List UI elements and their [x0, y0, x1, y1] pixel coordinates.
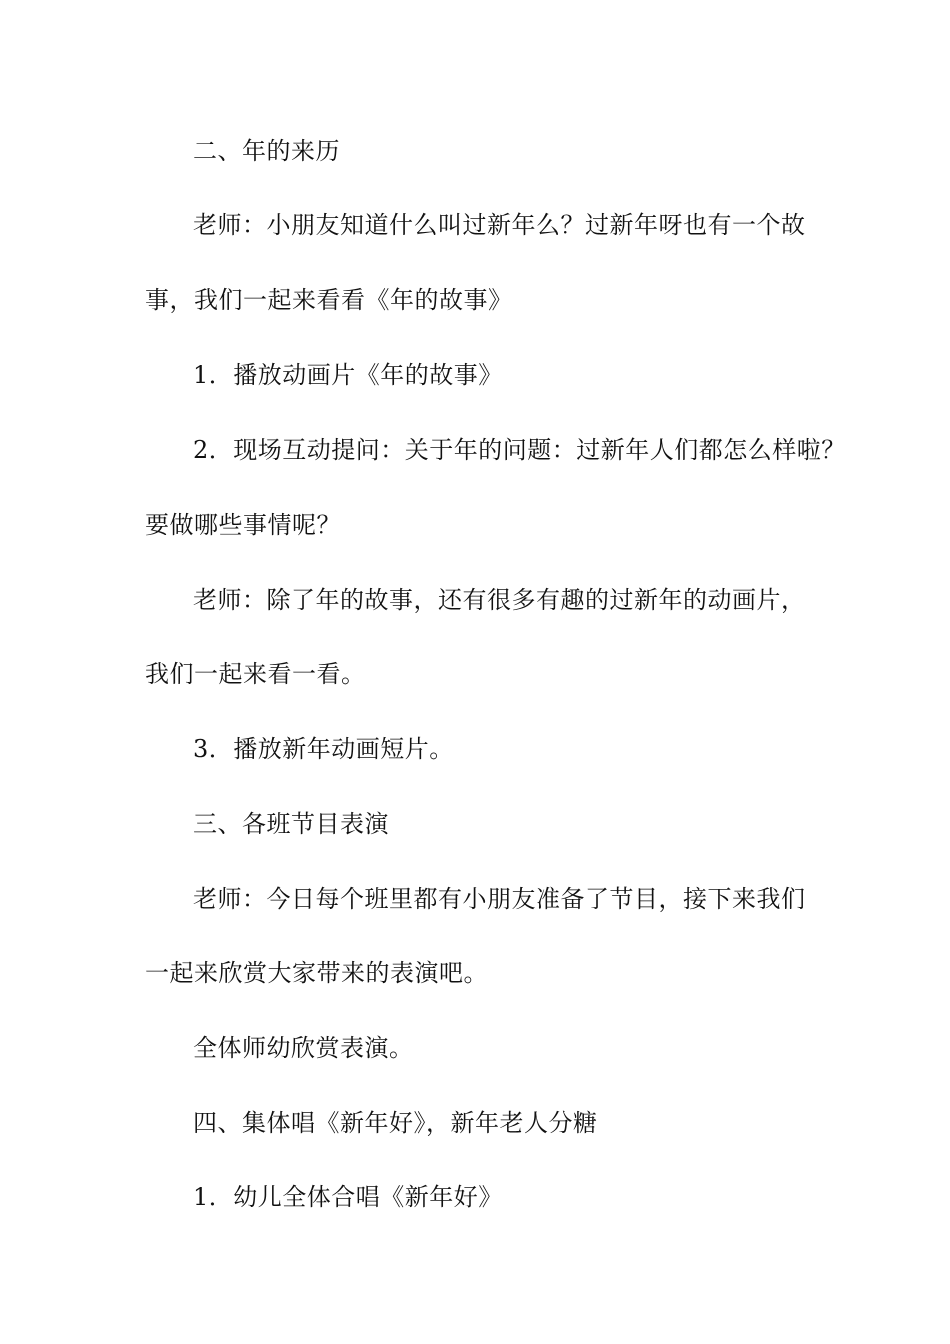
paragraph-line: 事，我们一起来看看《年的故事》: [145, 286, 513, 314]
paragraph-line: 老师：今日每个班里都有小朋友准备了节目，接下来我们: [193, 885, 806, 913]
list-item: 1．幼儿全体合唱《新年好》: [193, 1183, 503, 1211]
list-item: 3．播放新年动画短片。: [193, 735, 454, 763]
paragraph-line: 一起来欣赏大家带来的表演吧。: [145, 959, 488, 987]
section-heading: 三、各班节目表演: [193, 810, 389, 838]
paragraph-line: 我们一起来看一看。: [145, 660, 366, 688]
section-heading: 四、集体唱《新年好》，新年老人分糖: [193, 1109, 598, 1137]
paragraph-line: 要做哪些事情呢？: [145, 511, 341, 539]
section-heading: 二、年的来历: [193, 137, 340, 165]
paragraph-line: 老师：除了年的故事，还有很多有趣的过新年的动画片，: [193, 586, 806, 614]
paragraph-line: 老师：小朋友知道什么叫过新年么？过新年呀也有一个故: [193, 211, 806, 239]
paragraph-line: 全体师幼欣赏表演。: [193, 1034, 414, 1062]
list-item: 1．播放动画片《年的故事》: [193, 361, 503, 389]
list-item: 2．现场互动提问：关于年的问题：过新年人们都怎么样啦？: [193, 436, 846, 464]
